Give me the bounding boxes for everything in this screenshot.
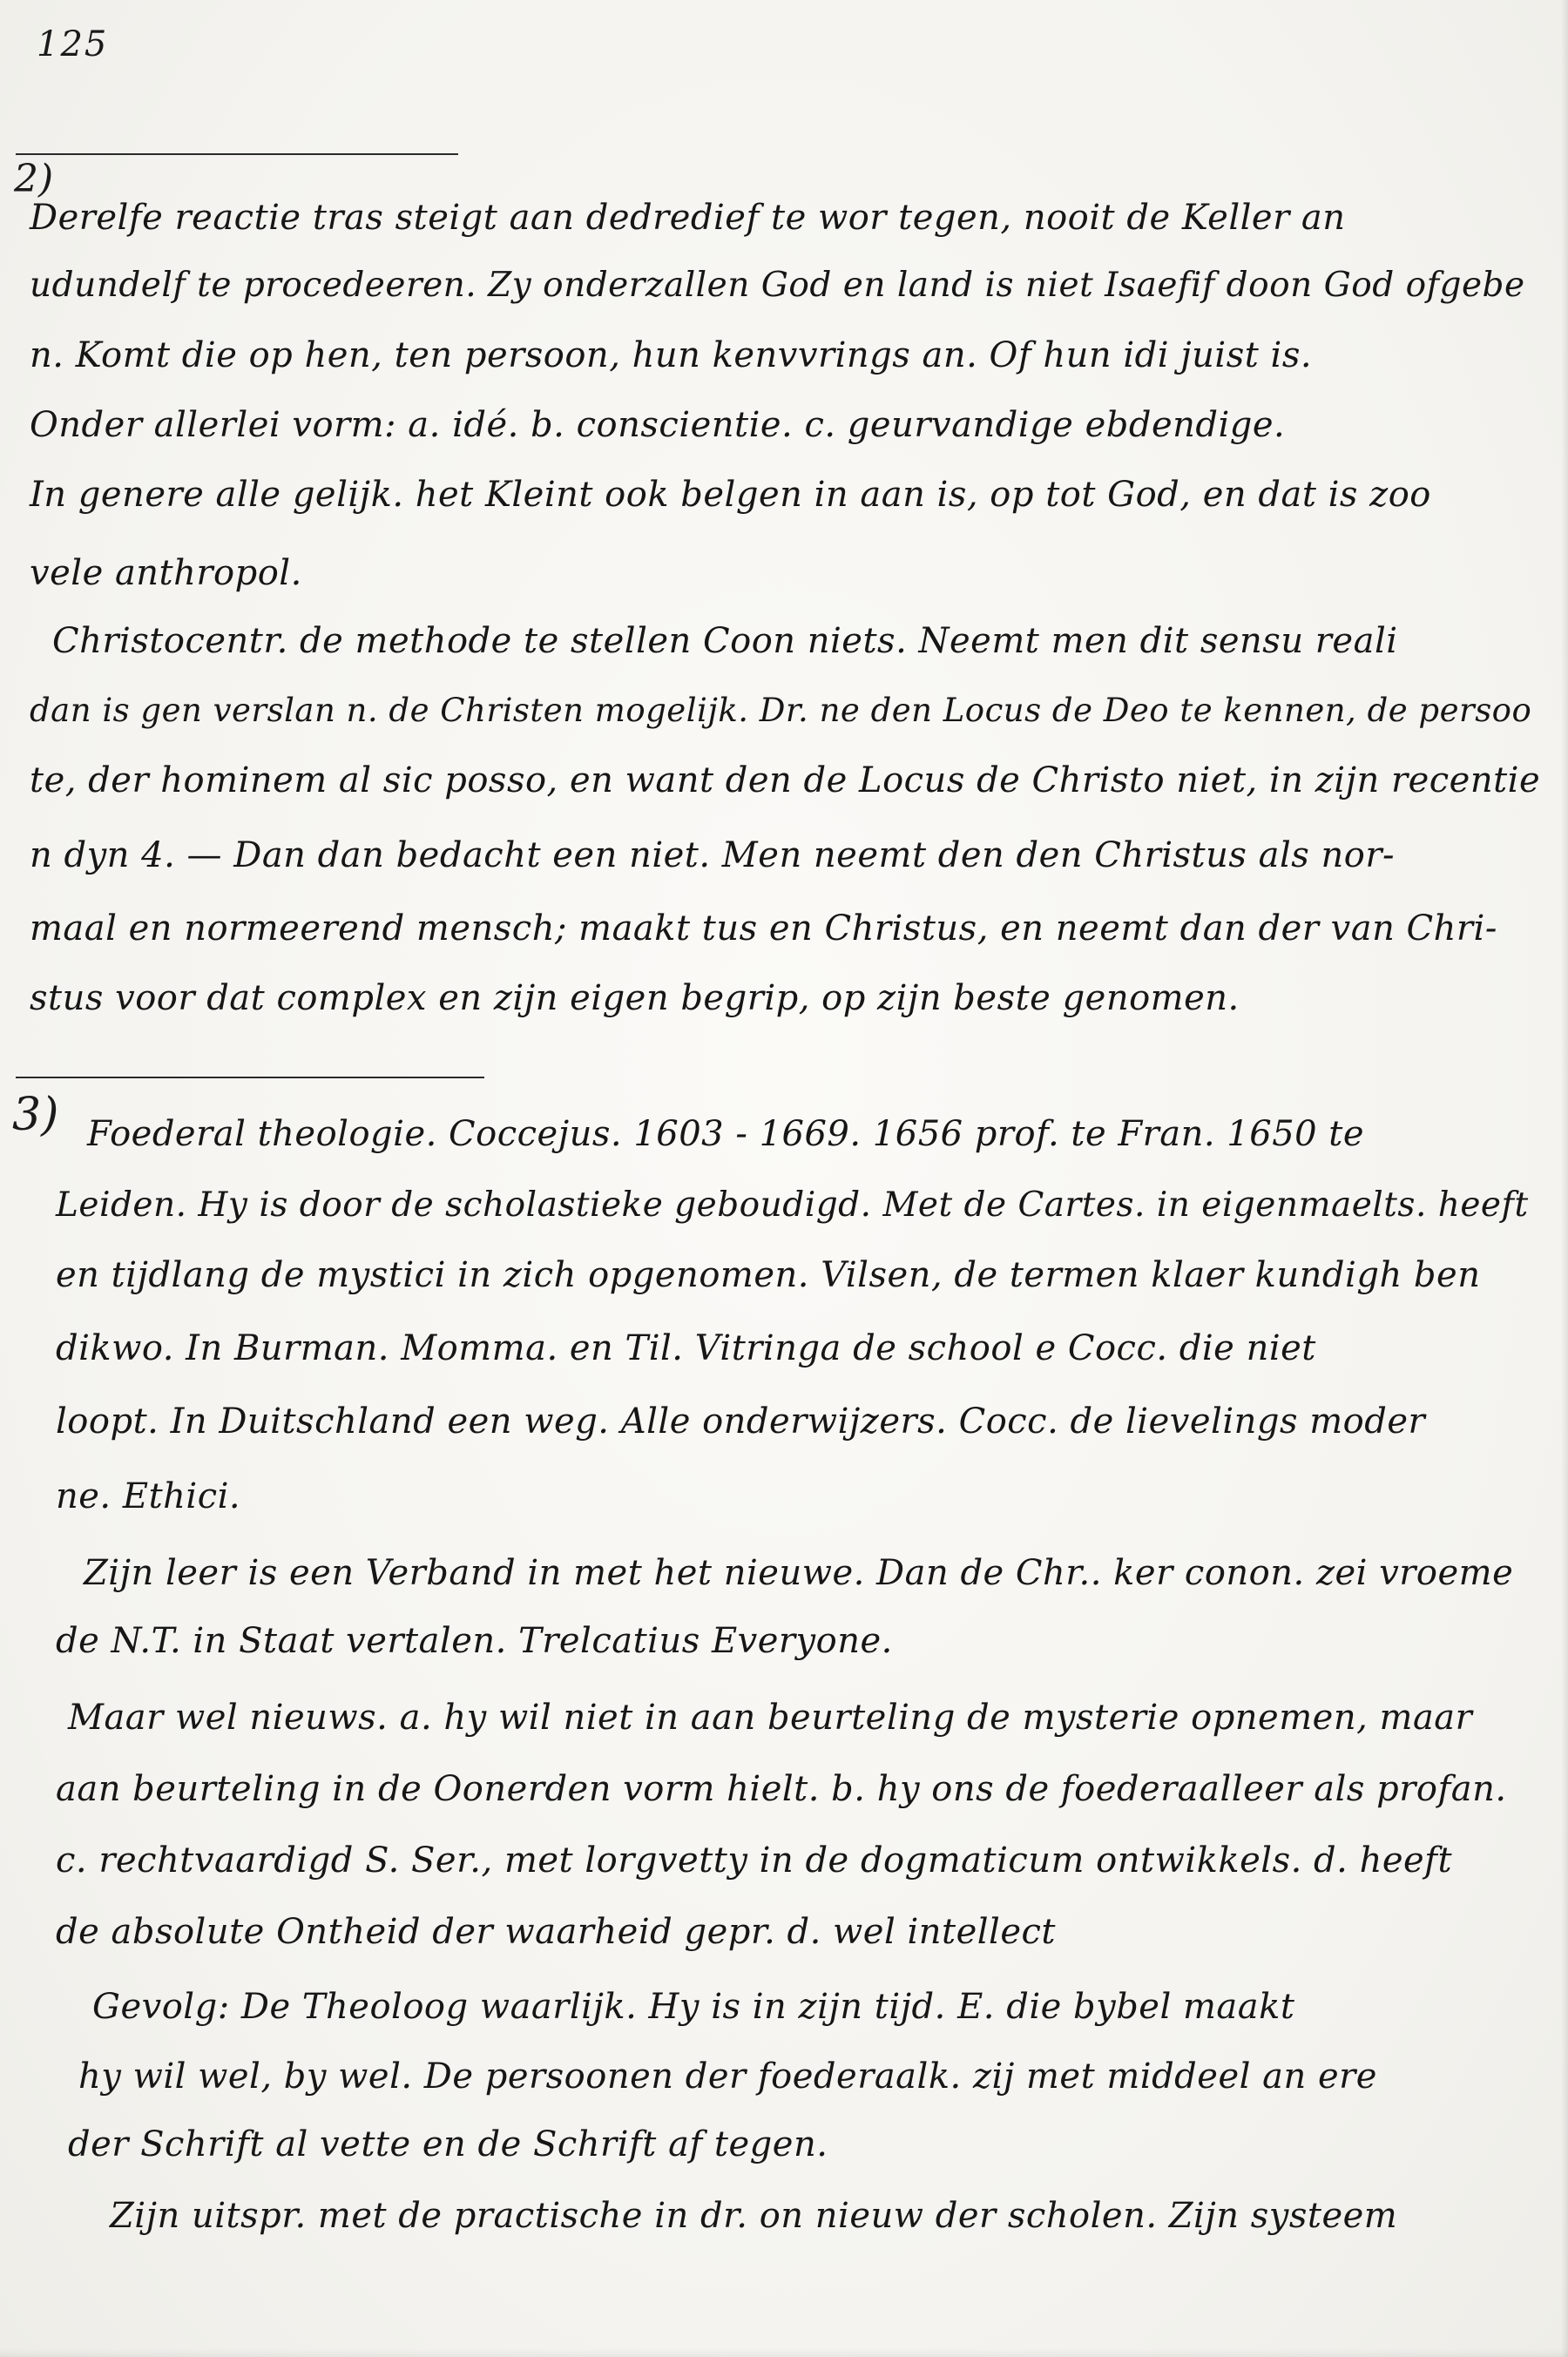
text-line: n dyn 4. — Dan dan bedacht een niet. Men neemt den den Christus als nor-: [30, 835, 1395, 875]
text-line: loopt. In Duitschland een weg. Alle onderwijzers. Cocc. de lievelings moder: [56, 1401, 1426, 1442]
page-edge-shadow: [1561, 0, 1568, 2357]
text-line: te, der hominem al sic posso, en want den de Locus de Christo niet, in zijn recentie: [30, 760, 1541, 800]
text-line: c. rechtvaardigd S. Ser., met lorgvetty in de dogmaticum ontwikkels. d. heeft: [56, 1840, 1453, 1881]
page-bottom-edge: [0, 2348, 1568, 2357]
page-number: 125: [37, 24, 109, 64]
text-line: vele anthropol.: [30, 553, 302, 593]
text-line: dikwo. In Burman. Momma. en Til. Vitringa de school e Cocc. die niet: [56, 1328, 1316, 1368]
text-line: Derelfe reactie tras steigt aan dedredief te wor tegen, nooit de Keller an: [30, 198, 1346, 238]
section-marker-3: 3): [12, 1089, 59, 1141]
section-divider-top: [16, 153, 458, 155]
text-line: en tijdlang de mystici in zich opgenomen. Vilsen, de termen klaer kundigh ben: [56, 1255, 1481, 1295]
text-line: Leiden. Hy is door de scholastieke geboudigd. Met de Cartes. in eigenmaelts. heeft: [56, 1185, 1529, 1225]
section-divider-middle: [16, 1077, 484, 1078]
text-line: ne. Ethici.: [56, 1476, 241, 1516]
text-line: Onder allerlei vorm: a. idé. b. conscientie. c. geurvandige ebdendige.: [30, 405, 1286, 445]
text-line: dan is gen verslan n. de Christen mogelijk. Dr. ne den Locus de Deo te kennen, de persoo: [30, 692, 1532, 729]
text-line: Christocentr. de methode te stellen Coon niets. Neemt men dit sensu reali: [52, 621, 1398, 661]
text-line: stus voor dat complex en zijn eigen begrip, op zijn beste genomen.: [30, 978, 1240, 1018]
text-line: udundelf te procedeeren. Zy onderzallen God en land is niet Isaefif doon God ofgebe: [30, 266, 1525, 305]
text-line: In genere alle gelijk. het Kleint ook belgen in aan is, op tot God, en dat is zoo: [30, 475, 1431, 515]
text-line: n. Komt die op hen, ten persoon, hun kenvvrings an. Of hun idi juist is.: [30, 335, 1313, 375]
section-marker-2: 2): [14, 157, 54, 201]
text-line: de N.T. in Staat vertalen. Trelcatius Everyone.: [56, 1621, 893, 1661]
text-line: aan beurteling in de Oonerden vorm hielt. b. hy ons de foederaalleer als profan.: [56, 1769, 1507, 1809]
text-line: de absolute Ontheid der waarheid gepr. d. wel intellect: [56, 1912, 1056, 1952]
text-line: hy wil wel, by wel. De persoonen der foederaalk. zij met middeel an ere: [78, 2056, 1377, 2097]
text-line: Maar wel nieuws. a. hy wil niet in aan beurteling de mysterie opnemen, maar: [68, 1698, 1473, 1738]
text-line: Zijn leer is een Verband in met het nieuwe. Dan de Chr.. ker conon. zei vroeme: [84, 1553, 1514, 1593]
text-line: der Schrift al vette en de Schrift af tegen.: [68, 2124, 828, 2165]
text-line: maal en normeerend mensch; maakt tus en Christus, en neemt dan der van Chri-: [30, 908, 1497, 949]
text-line: Gevolg: De Theoloog waarlijk. Hy is in zijn tijd. E. die bybel maakt: [92, 1987, 1295, 2027]
text-line: Foederal theologie. Coccejus. 1603 - 1669. 1656 prof. te Fran. 1650 te: [87, 1114, 1365, 1154]
text-line: Zijn uitspr. met de practische in dr. on nieuw der scholen. Zijn systeem: [110, 2196, 1398, 2236]
